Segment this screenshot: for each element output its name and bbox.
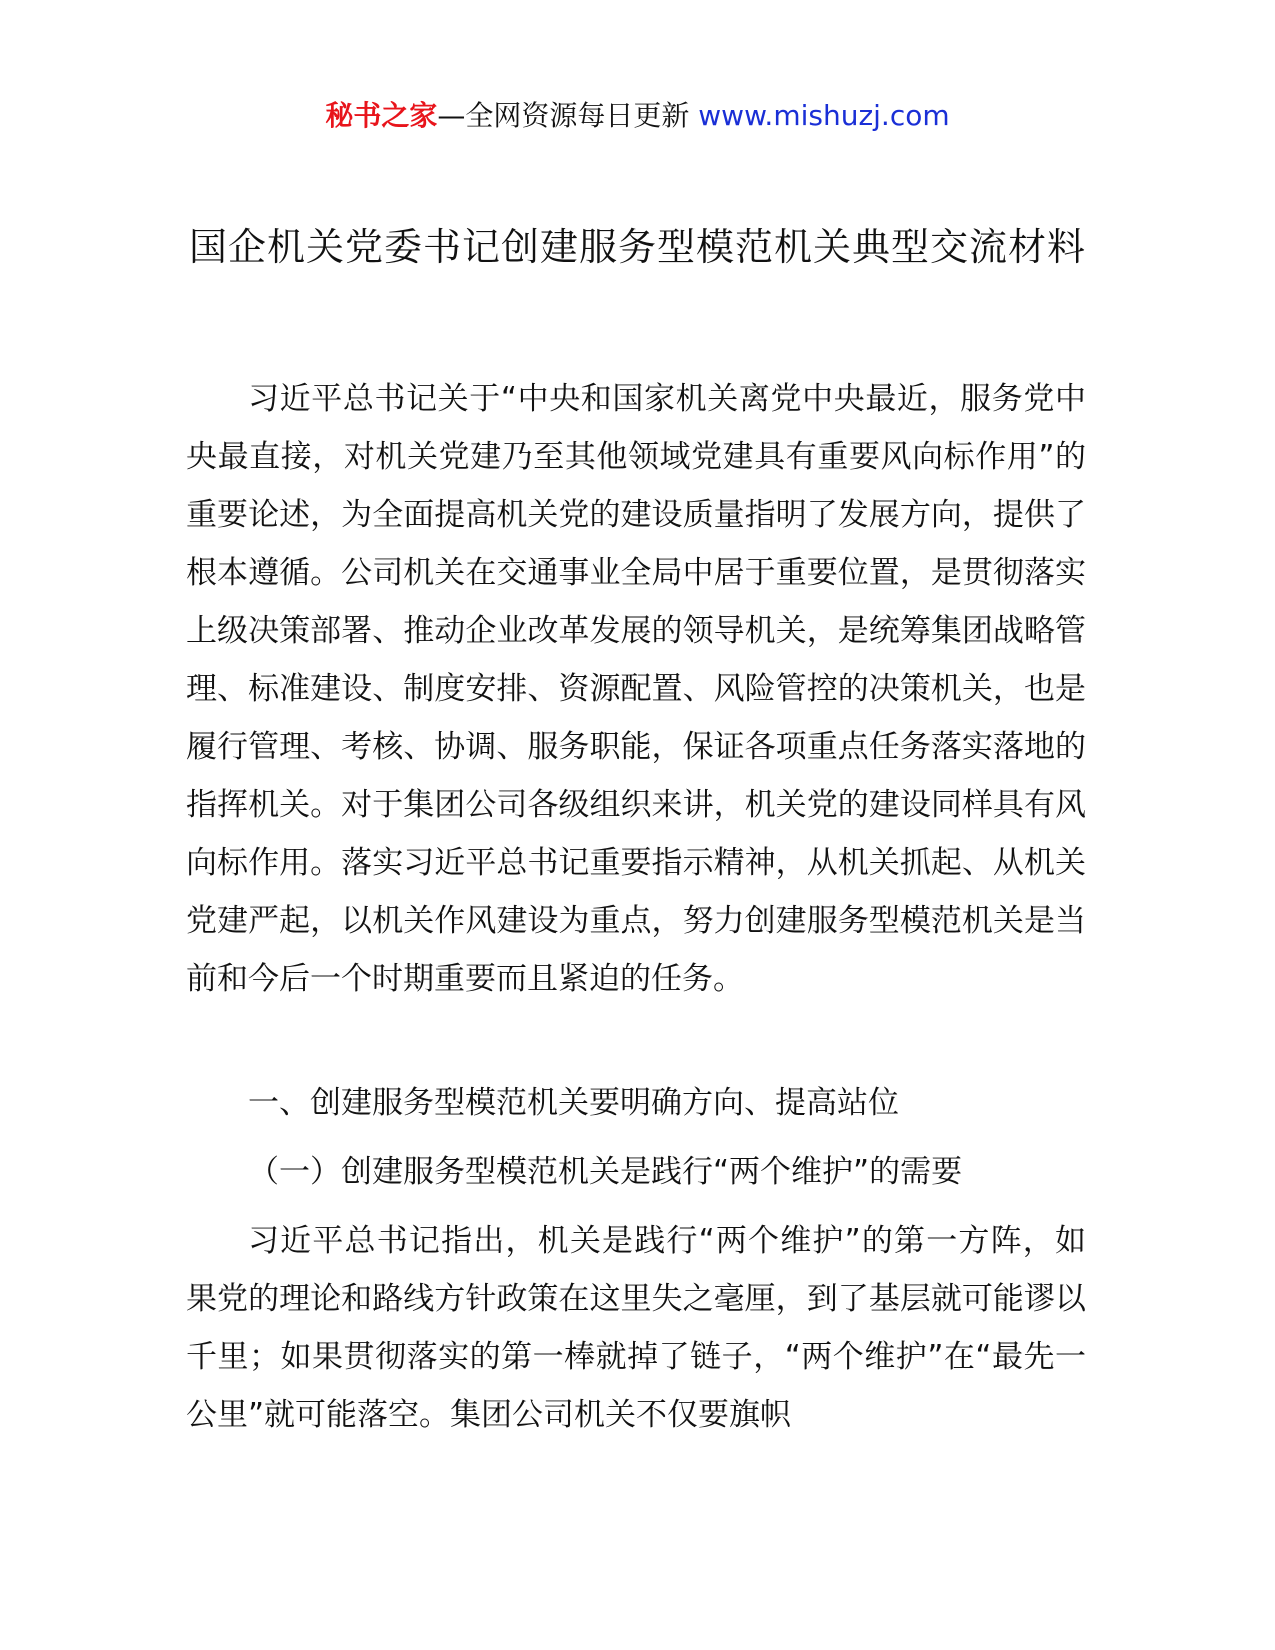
body-paragraph: 习近平总书记关于“中央和国家机关离党中央最近，服务党中央最直接，对机关党建乃至其他领域党建具有重要风向标作用”的重要论述，为全面提高机关党的建设质量指明了发展方向，提供了根本遵循。公司机关在交通事业全局中居于重要位置，是贯彻落实上级决策部署、推动企业改革发展的领导机关，是统筹集团战略管理、标准建设、制度安排、资源配置、风险管控的决策机关，也是履行管理、考核、协调、服务职能，保证各项重点任务落实落地的指挥机关。对于集团公司各级组织来讲，机关党的建设同样具有风向标作用。落实习近平总书记重要指示精神，从机关抓起、从机关党建严起，以机关作风建设为重点，努力创建服务型模范机关是当前和今后一个时期重要而且紧迫的任务。	[186, 381, 1086, 997]
document-title: 国企机关党委书记创建服务型模范机关典型交流材料	[188, 225, 1086, 269]
section-heading: 一、创建服务型模范机关要明确方向、提高站位	[248, 1085, 899, 1121]
site-url-link[interactable]: www.mishuzj.com	[698, 99, 950, 132]
site-brand: 秘书之家	[325, 99, 438, 132]
site-header	[0, 96, 1275, 136]
subsection-heading: （一）创建服务型模范机关是践行“两个维护”的需要	[248, 1154, 963, 1190]
site-slogan: —全网资源每日更新	[437, 99, 699, 132]
body-paragraph: 习近平总书记指出，机关是践行“两个维护”的第一方阵，如果党的理论和路线方针政策在这里失之毫厘，到了基层就可能谬以千里；如果贯彻落实的第一棒就掉了链子，“两个维护”在“最先一公里”就可能落空。集团公司机关不仅要旗帜	[186, 1223, 1086, 1433]
